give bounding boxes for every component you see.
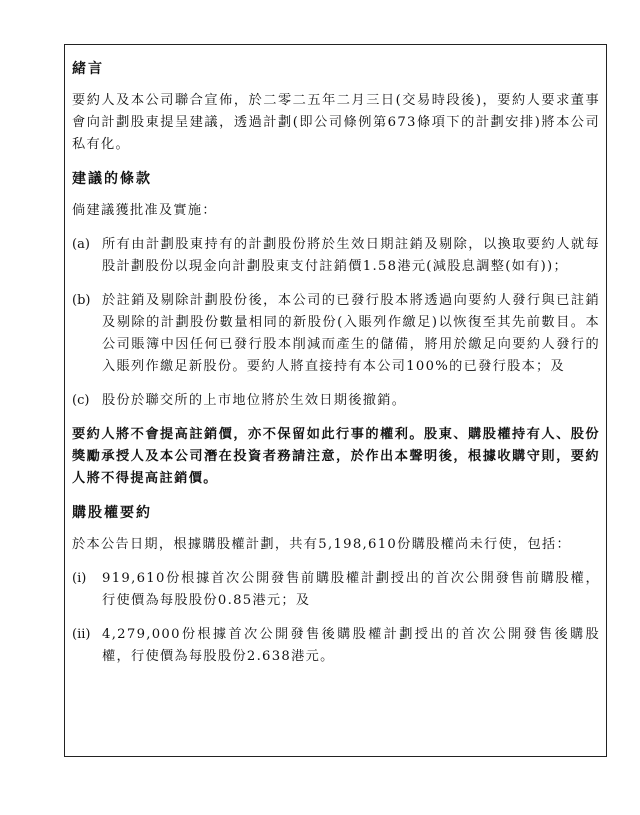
document-body (72, 58, 600, 668)
list-item (72, 624, 600, 668)
list-marker: (a) (72, 237, 90, 252)
intro-heading: 緒言 (72, 61, 104, 77)
list-text: 4,279,000份根據首次公開發售後購股權計劃授出的首次公開發售後購股權，行使價為每股股份2.638港元。 (102, 627, 600, 664)
list-marker: (b) (72, 293, 91, 308)
list-marker: (c) (72, 393, 90, 408)
list-text: 於註銷及剔除計劃股份後，本公司的已發行股本將透過向要約人發行與已註銷及剔除的計劃股份數量相同的新股份(入賬列作繳足)以恢復至其先前數目。本公司賬簿中因任何已發行股本削減而產生的儲備，將用於繳足向要約人發行的入賬列作繳足新股份。要約人將直接持有本公司100%的已發行股本；及 (102, 293, 600, 374)
list-marker: (ii) (72, 627, 91, 642)
list-item (72, 390, 600, 412)
list-text: 所有由計劃股東持有的計劃股份將於生效日期註銷及剔除，以換取要約人就每股計劃股份以現金向計劃股東支付註銷價1.58港元(減股息調整(如有))； (102, 237, 600, 274)
terms-heading: 建議的條款 (72, 171, 152, 187)
list-text: 919,610份根據首次公開發售前購股權計劃授出的首次公開發售前購股權，行使價為每股股份0.85港元；及 (102, 571, 600, 608)
list-item (72, 568, 600, 612)
list-text: 股份於聯交所的上市地位將於生效日期後撤銷。 (102, 393, 407, 408)
options-heading: 購股權要約 (72, 505, 152, 521)
cancellation-price-notice: 要約人將不會提高註銷價，亦不保留如此行事的權利。股東、購股權持有人、股份獎勵承授人及本公司潛在投資者務請注意，於作出本聲明後，根據收購守則，要約人將不得提高註銷價。 (72, 427, 600, 486)
list-marker: (i) (72, 571, 87, 586)
list-item (72, 234, 600, 278)
list-item (72, 290, 600, 378)
terms-lead: 倘建議獲批准及實施： (72, 203, 217, 218)
options-lead: 於本公告日期，根據購股權計劃，共有5,198,610份購股權尚未行使，包括： (72, 537, 571, 552)
intro-paragraph: 要約人及本公司聯合宣佈，於二零二五年二月三日(交易時段後)，要約人要求董事會向計劃股東提呈建議，透過計劃(即公司條例第673條項下的計劃安排)將本公司私有化。 (72, 93, 600, 152)
